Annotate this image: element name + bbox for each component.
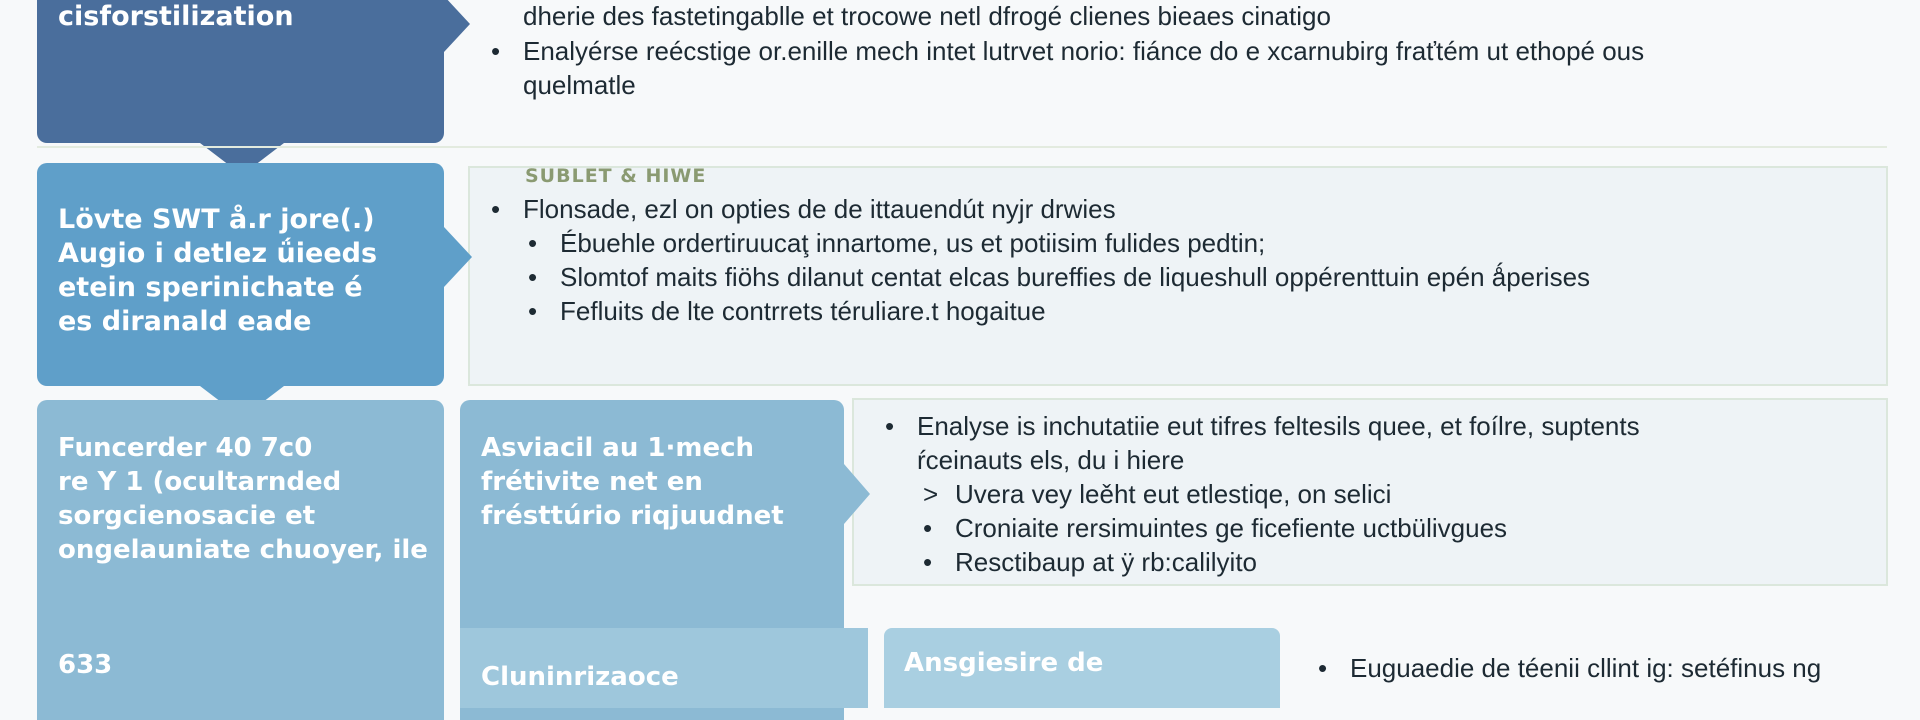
bullet-dot-icon: • <box>885 411 895 441</box>
row4-bullet-1: • Euguaedie de téenii cllint ig: setéfinus ng <box>1318 653 1822 683</box>
row2-bullet-1: • Flonsade, ezl on opties de de ittauendút nyjr drwies <box>491 194 1116 224</box>
bullet-dot-icon: • <box>528 228 538 258</box>
bullet-dot-icon: • <box>528 296 538 326</box>
row3-bullet-4: • Resctibaup at ÿ rb:calilyito <box>923 547 1258 577</box>
row4-right-label: Ansgiesire de <box>904 648 1104 678</box>
row1-bullet-1: dherie des fastetingablle et trocowe netl dfrogé clienes bieaes cinatigo <box>523 1 1331 31</box>
row1-divider <box>37 146 1887 148</box>
row1-bullet-2-cont: quelmatle <box>523 70 636 100</box>
row2-subtitle: SUBLET & HIWE <box>525 165 707 187</box>
row3-arrow-right <box>844 464 870 524</box>
bullet-dot-icon: • <box>923 547 933 577</box>
row3-label: Funcerder 40 7c0 re Y 1 (ocultarnded sorgcienosacie et ongelauniate chuoyer, ile <box>58 433 428 565</box>
row3-bullet-1-cont: ŕceinauts els, du i hiere <box>917 445 1185 475</box>
bullet-dot-icon: • <box>923 513 933 543</box>
row3-mid-label: Asviacil au 1·mech frétivite net en frésttúrio riqjuudnet <box>481 433 784 531</box>
row4-mid-label: Cluninrizaoce <box>481 662 679 692</box>
bullet-dot-icon: • <box>491 194 501 224</box>
row1-arrow-right <box>444 0 470 52</box>
row3-bullet-2: > Uvera vey leěht eut etlestiqe, on selici <box>923 479 1392 509</box>
row3-bullet-1: • Enalyse is inchutatiie eut tifres feltesils quee, et foílre, suptents <box>885 411 1640 441</box>
row2-bullet-4: • Fefluits de lte contrrets téruliare.t hogaitue <box>528 296 1046 326</box>
row2-arrow-right <box>444 227 472 287</box>
row3-bullet-3: • Croniaite rersimuintes ge ficefiente uctbülivgues <box>923 513 1508 543</box>
row2-bullet-3: • Slomtof maits fiöhs dilanut centat elcas bureffies de liqueshull oppérenttuin epén ǻperises <box>528 262 1591 292</box>
bullet-dot-icon: • <box>1318 653 1328 683</box>
row4-label: 633 <box>58 650 113 680</box>
row2-label: Lövte SWT å.r jore(.) Augio i detlez ǘieeds etein sperinichate é es diranald eade <box>58 204 378 337</box>
row1-label: cisforstilization <box>58 1 294 32</box>
bullet-dot-icon: • <box>491 36 501 66</box>
chevron-right-icon: > <box>923 479 939 509</box>
row1-bullet-2: • Enalyérse reécstige or.enille mech intet lutrvet norio: fiánce do e xcarnubirg fraťtém ut ethopé ous <box>491 36 1645 66</box>
bullet-dot-icon: • <box>528 262 538 292</box>
row2-bullet-2: • Ébuehle ordertiruucaţ innartome, us et potiisim fulides pedtin; <box>528 228 1266 258</box>
